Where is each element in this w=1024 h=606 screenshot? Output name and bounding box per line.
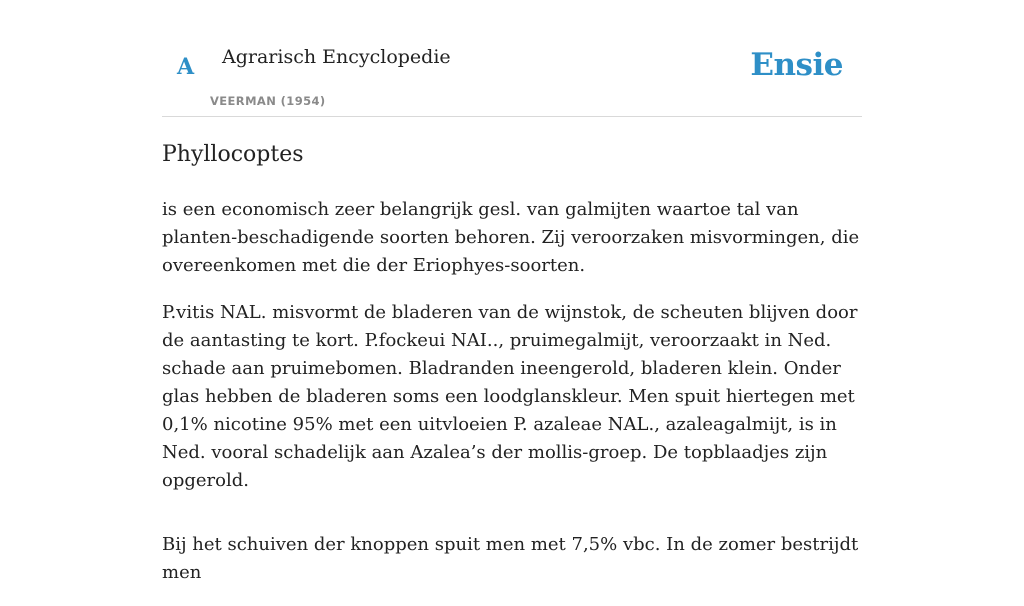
book-header (162, 0, 862, 117)
ensie-logo[interactable]: Ensie (750, 47, 843, 83)
article-paragraph-1: is een economisch zeer belangrijk gesl. van galmijten waartoe tal van planten-beschadigende soorten behoren. Zij veroorzaken misvormingen, die overeenkomen met die der Eriophyes-soorten. (162, 199, 860, 276)
article-paragraph-2: P.vitis NAL. misvormt de bladeren van de wijnstok, de scheuten blijven door de aantasting te kort. P.fockeui NAI.., pruimegalmijt, veroorzaakt in Ned. schade aan pruimebomen. Bladranden ineengerold, bladeren klein. Onder glas hebben de bladeren soms een loodglanskleur. Men spuit hiertegen met 0,1% nicotine 95% met een uitvloeien P. azaleae NAL., azaleagalmijt, is in Ned. vooral schadelijk aan Azalea’s der mollis-groep. De topblaadjes zijn opgerold. (162, 302, 858, 491)
article (162, 138, 862, 606)
book-title-link[interactable]: Agrarisch Encyclopedie (222, 46, 451, 68)
entry-title: Phyllocoptes (162, 142, 304, 167)
book-letter-icon: A (177, 54, 195, 80)
book-author: VEERMAN (1954) (210, 94, 326, 108)
article-paragraph-3: Bij het schuiven der knoppen spuit men met 7,5% vbc. In de zomer bestrijdt men (162, 534, 859, 583)
